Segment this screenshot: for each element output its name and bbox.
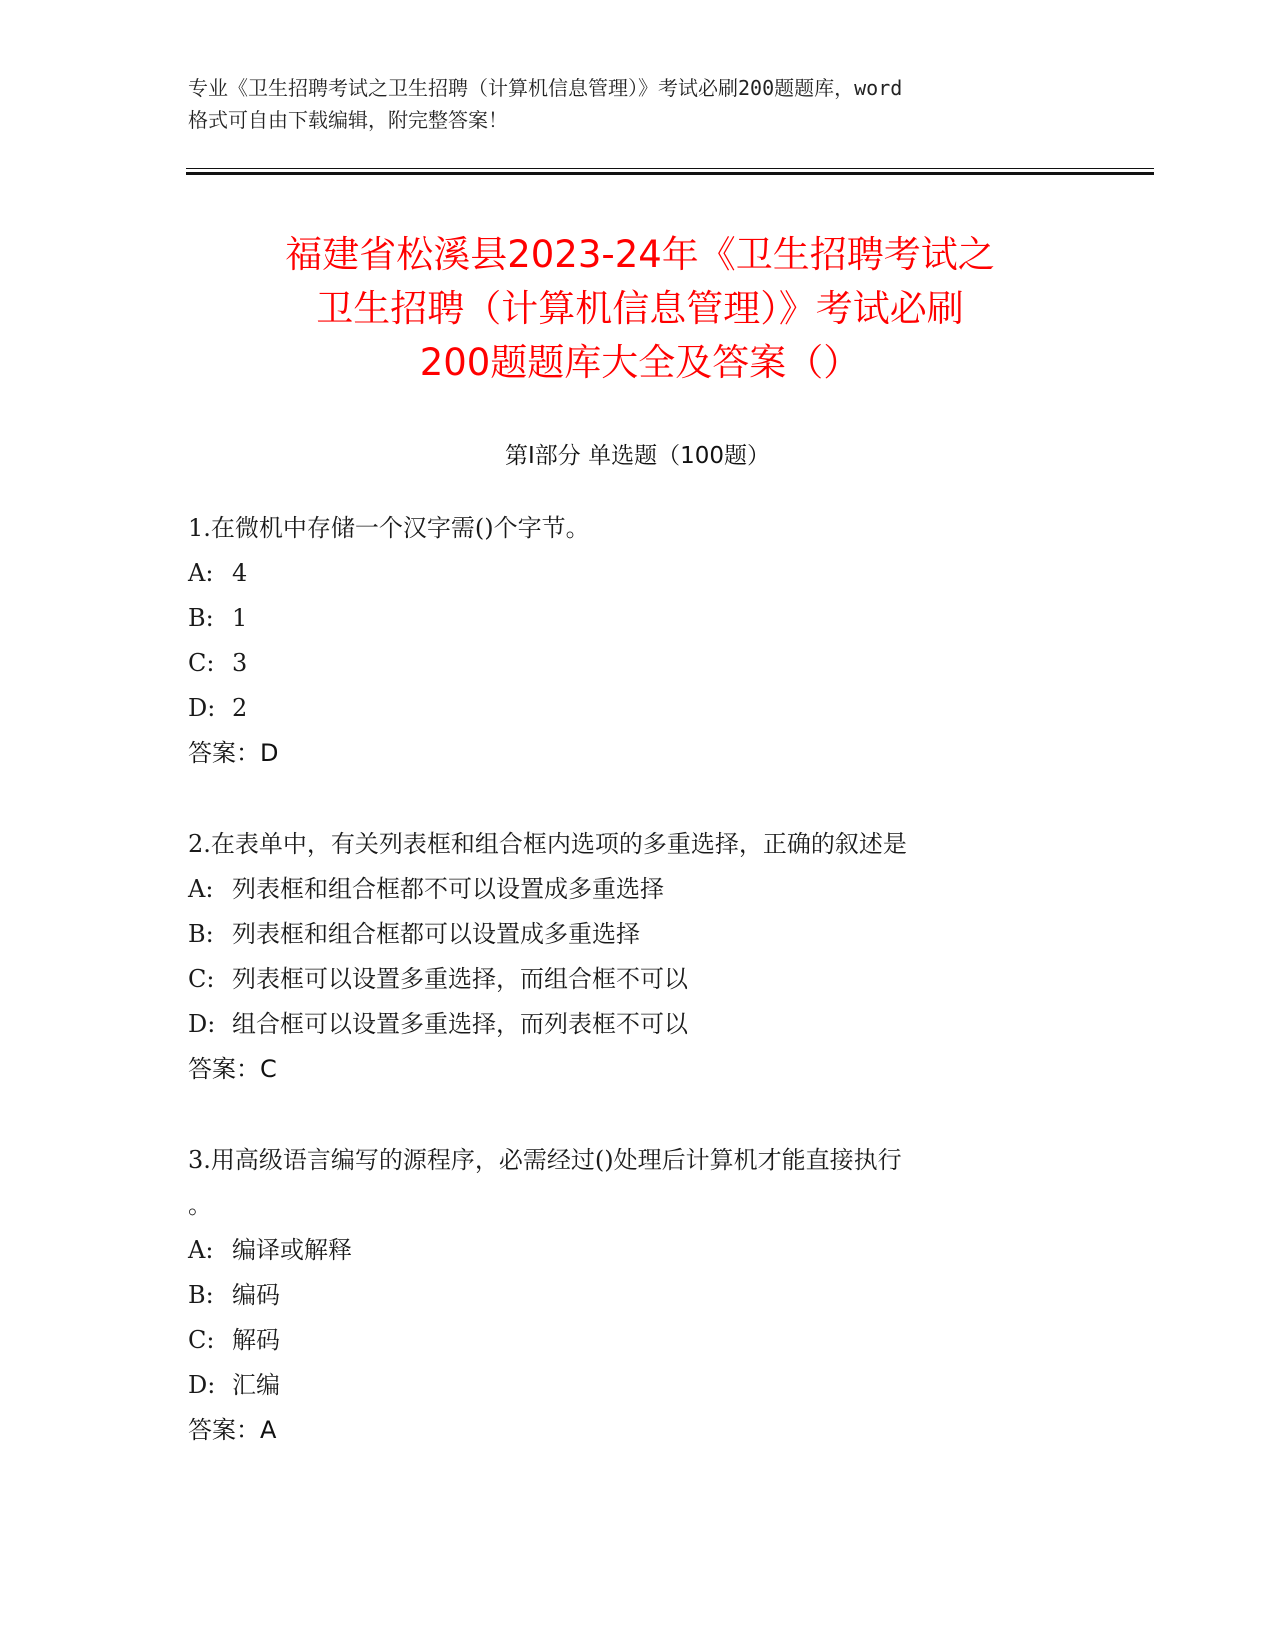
option-text: 3 (232, 649, 248, 677)
option-text: 列表框和组合框都可以设置成多重选择 (232, 920, 640, 948)
option-letter: B: (188, 1281, 214, 1309)
question-option-b (188, 912, 1088, 957)
question-option-a (188, 551, 1088, 596)
option-text: 汇编 (232, 1371, 280, 1399)
question-option-c (188, 1318, 1088, 1363)
question-stem: 3.用高级语言编写的源程序，必需经过()处理后计算机才能直接执行 (188, 1146, 902, 1174)
header-note-line-1: 专业《卫生招聘考试之卫生招聘（计算机信息管理）》考试必刷200题题库，word (188, 76, 903, 100)
option-text: 列表框和组合框都不可以设置成多重选择 (232, 875, 664, 903)
document-title-line-1: 福建省松溪县2023-24年《卫生招聘考试之 (285, 233, 995, 276)
header-note-line-2: 格式可自由下载编辑，附完整答案！ (188, 108, 508, 132)
option-text: 4 (232, 559, 248, 587)
question-option-d (188, 1002, 1088, 1047)
option-text: 解码 (232, 1326, 280, 1354)
option-letter: B: (188, 920, 214, 948)
question-1 (188, 506, 1088, 776)
option-text: 列表框可以设置多重选择，而组合框不可以 (232, 965, 688, 993)
option-text: 组合框可以设置多重选择，而列表框不可以 (232, 1010, 688, 1038)
option-letter: C: (188, 1326, 215, 1354)
option-letter: A: (188, 559, 214, 587)
option-letter: A: (188, 1236, 214, 1264)
option-text: 1 (232, 604, 248, 632)
document-title (150, 228, 1130, 390)
option-text: 编码 (232, 1281, 280, 1309)
document-title-line-3: 200题题库大全及答案（） (419, 341, 861, 384)
option-letter: B: (188, 604, 214, 632)
question-option-b (188, 596, 1088, 641)
question-option-d (188, 686, 1088, 731)
question-answer: 答案：A (188, 1416, 277, 1444)
option-text: 2 (232, 694, 248, 722)
option-letter: D: (188, 1010, 216, 1038)
option-letter: C: (188, 965, 215, 993)
header-note (188, 72, 1088, 136)
question-option-b (188, 1273, 1088, 1318)
option-letter: D: (188, 694, 216, 722)
question-stem: 2.在表单中，有关列表框和组合框内选项的多重选择，正确的叙述是 (188, 830, 907, 858)
option-text: 编译或解释 (232, 1236, 352, 1264)
question-stem: 1.在微机中存储一个汉字需()个字节。 (188, 514, 590, 542)
question-2 (188, 822, 1088, 1092)
question-3 (188, 1138, 1088, 1453)
option-letter: C: (188, 649, 215, 677)
question-option-c (188, 641, 1088, 686)
document-title-line-2: 卫生招聘（计算机信息管理）》考试必刷 (316, 287, 964, 330)
header-divider-thick (186, 172, 1154, 175)
option-letter: A: (188, 875, 214, 903)
question-option-d (188, 1363, 1088, 1408)
header-divider-thin (186, 168, 1154, 169)
question-answer: 答案：D (188, 739, 279, 767)
question-option-c (188, 957, 1088, 1002)
option-letter: D: (188, 1371, 216, 1399)
question-stem-continuation: 。 (188, 1191, 212, 1219)
section-heading: 第Ⅰ部分 单选题（100题） (505, 443, 770, 469)
question-answer: 答案：C (188, 1055, 277, 1083)
question-option-a (188, 867, 1088, 912)
question-option-a (188, 1228, 1088, 1273)
